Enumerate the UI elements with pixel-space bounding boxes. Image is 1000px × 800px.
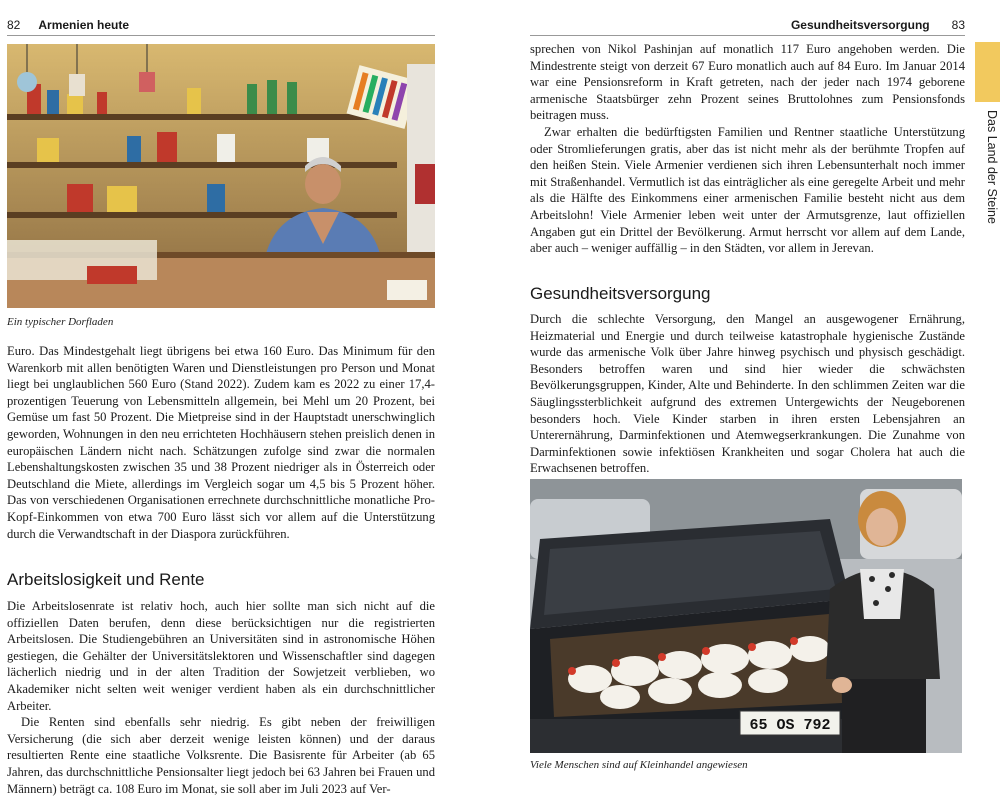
- running-head-right: [530, 15, 965, 36]
- paragraph: Euro. Das Mindestgehalt liegt übrigens bei etwa 160 Euro. Das Minimum für den Warenkorb mit allen benötigten Waren und Dienstleistungen pro Person und Monat liegt bei unglaublichen 560 Euro (Stand 2022). Zudem kam es 2022 zu einer 17,4-prozentigen Teuerung von Lebensmitteln allgemein, bei Mehl um 20 Prozent, bei Gemüse um fast 50 Prozent. Die Mietpreise sind in der Hauptstadt unerschwinglich geworden, Wohnungen in den neu errichteten Hochhäusern stehen preislich denen in europäischen Ländern nicht nach. Schätzungen zufolge sind zwar die normalen Lebenshaltungskosten zwischen 35 und 38 Prozent niedriger als in Österreich oder Deutschland die Miete, allerdings im Vergleich sogar um 4,5 bis 5 Prozent höher. Das von verschiedenen Organisationen errechnete durchschnittliche monatliche Pro-Kopf-Einkommen von etwa 700 Euro lässt sich vor allem auf die Unterstützung durch die Verwandtschaft in der Diaspora zurückführen.: [7, 344, 435, 541]
- chapter-side-label: Das Land der Steine: [985, 110, 999, 224]
- license-plate-text: 65 OS 792: [749, 717, 831, 734]
- body-text-left-section: [7, 598, 435, 797]
- section-heading-arbeitslosigkeit: Arbeitslosigkeit und Rente: [7, 570, 205, 589]
- body-text-right-top: [530, 41, 965, 257]
- page-number: 82: [7, 18, 21, 32]
- running-title: Gesundheitsversorgung: [790, 18, 930, 32]
- paragraph: Zwar erhalten die bedürftigsten Familien und Rentner staatliche Unterstützung oder Stromlieferungen gratis, aber das ist nicht mehr als der berühmte Tropfen auf den heißen Stein. Viele Armenier verdienen sich ihren Lebensunterhalt noch immer mit Straßenhandel. Vermutlich ist das einträglicher als eine geregelte Arbeit und mehr als die Hälfte des Einkommens einer armenischen Familie besteht nicht aus dem Arbeitslohn! Viele Armenier leben weit unter der Armutsgrenze, laut offiziellen Angaben gut ein Drittel der Bevölkerung. Armut herrscht vor allem auf dem Lande, aber auch – weniger auffällig – in den Städten, vor allem in Jerevan.: [530, 124, 965, 256]
- paragraph: Die Arbeitslosenrate ist relativ hoch, auch hier sollte man sich nicht auf die offiziellen Daten berufen, denn diese berücksichtigen nur die registrierten Arbeitslosen. Die Studiengebühren an Universitäten sind in astronomische Höhen gestiegen, die Gehälter der Universitätslektoren und Wissenschaftler sind dagegen lächerlich niedrig und in der alten Tradition der Sowjetzeit verblieben, wo Akademiker nicht selten weit weniger verdient haben als ein durchschnittlicher Arbeiter.: [7, 599, 435, 713]
- paragraph: sprechen von Nikol Pashinjan auf monatlich 117 Euro angehoben werden. Die Mindestrente steigt von derzeit 67 Euro monatlich auch auf 84 Euro. Im Januar 2014 war eine Pensionsreform in Kraft getreten, nach der jeder nach 1974 geborene armenische Staatsbürger zehn Prozent seines Bruttolohnes zum Pensionsfonds beitragen muss.: [530, 42, 965, 123]
- running-head-left: [7, 15, 435, 36]
- chapter-color-tab: [975, 42, 1000, 102]
- page-number: 83: [951, 18, 965, 32]
- right-page: [500, 0, 1000, 800]
- paragraph: Die Renten sind ebenfalls sehr niedrig. Es gibt neben der freiwilligen Versicherung (die sich aber derzeit wenige leisten können) und der daraus resultierten Rente eine staatliche Volksrente. Die Basisrente für Arbeiter (ab 65 Jahren, das durchschnittliche Pensionsalter liegt jedoch bei 63 Jahren bei Frauen und Männern) beträgt ca. 108 Euro im Monat, sie soll aber im Juli 2023 auf Ver-: [7, 715, 435, 796]
- paragraph: Durch die schlechte Versorgung, den Mangel an ausgewogener Ernährung, Heizmaterial und Energie und durch teilweise katastrophale hygienische Zustände wurde das armenische Volk über Jahre hinweg psychisch und physisch geschädigt. Besonders betroffen waren und sind hier wieder die schwächsten Bevölkerungsgruppen, Kinder, Alte und Behinderte. In den schlimmen Zeiten war die Säuglingssterblichkeit aufgrund des extremen Untergewichts der Neugeborenen besonders hoch. Viele Kinder starben in ihren ersten Lebensjahren an Unterernährung, Darminfektionen und Atemwegserkrankungen. Die Zunahme von Darminfektionen sowie infektiösen Krankheiten und sogar Cholera hat auch die Erwachsenen betroffen.: [530, 312, 965, 476]
- section-heading-gesundheit: Gesundheitsversorgung: [530, 284, 711, 303]
- photo-caption-right: Viele Menschen sind auf Kleinhandel angewiesen: [530, 759, 748, 771]
- body-text-left-intro: [7, 343, 435, 542]
- photo-caption-left: Ein typischer Dorfladen: [7, 316, 114, 328]
- village-shop-photo: [7, 44, 435, 308]
- body-text-right-section: [530, 311, 965, 477]
- running-title: Armenien heute: [38, 18, 130, 32]
- street-vendor-photo: [530, 479, 962, 753]
